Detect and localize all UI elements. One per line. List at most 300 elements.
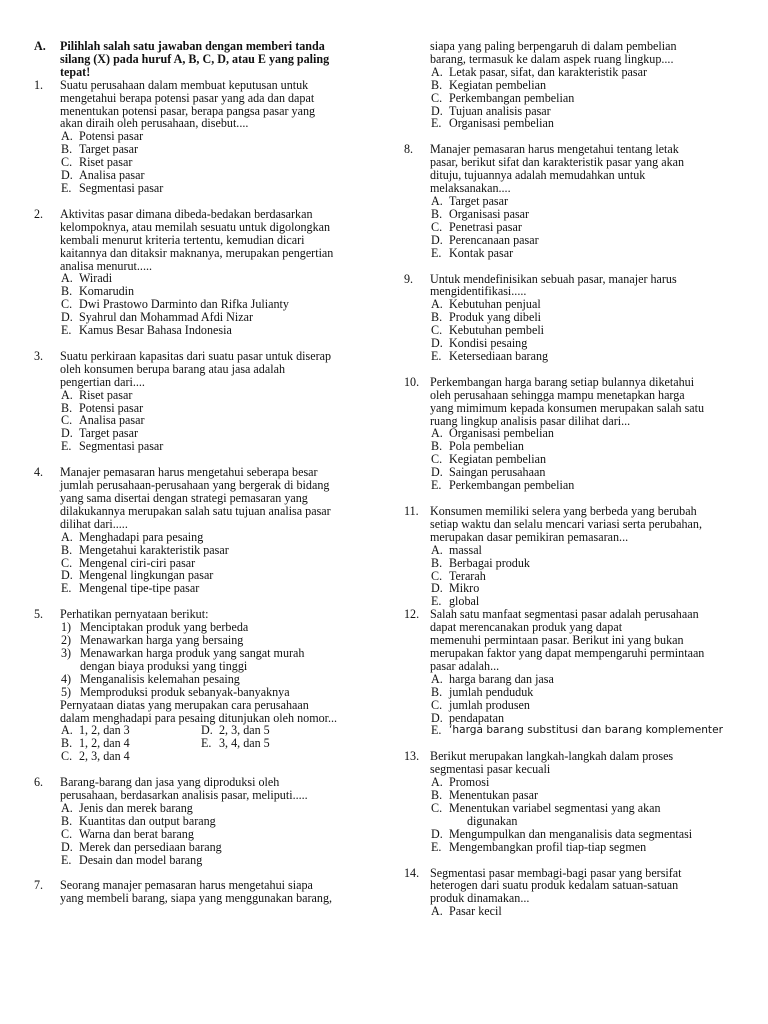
option-text: Kebutuhan penjual	[449, 297, 541, 312]
answer-option	[34, 802, 379, 815]
question-number: 5.	[34, 607, 44, 622]
question-number: 3.	[34, 348, 44, 363]
answer-option	[404, 337, 752, 350]
question-text: yang membeli barang, siapa yang menggunakan barang,	[60, 891, 333, 906]
question-4	[34, 466, 379, 595]
question-text: pasar, berikut sifat dan karakteristik pasar yang akan	[430, 155, 685, 170]
answer-option	[34, 544, 379, 557]
option-text: Mengumpulkan dan menganalisis data segmentasi	[449, 826, 693, 841]
right-column	[404, 40, 752, 918]
option-letter: E.	[201, 736, 212, 751]
question-text: analisa menurut.....	[60, 258, 153, 273]
question-text: pasar adalah...	[430, 658, 500, 673]
answer-option	[404, 828, 752, 841]
question-number: 14.	[404, 865, 420, 880]
question-number	[404, 389, 430, 402]
statement-item	[34, 686, 379, 699]
question-text: Segmentasi pasar membagi-bagi pasar yang bersifat	[430, 865, 682, 880]
question-number	[34, 363, 60, 376]
answer-option	[404, 479, 752, 492]
option-text: Penetrasi pasar	[449, 219, 522, 234]
answer-option	[404, 686, 752, 699]
option-text: Produk yang dibeli	[449, 310, 542, 325]
option-text: massal	[449, 542, 482, 557]
option-letter: A.	[61, 800, 73, 815]
answer-option	[404, 905, 752, 918]
question-number: 13.	[404, 749, 420, 764]
question-line	[404, 53, 752, 66]
question-text: Manajer pemasaran harus mengetahui tentang letak	[430, 142, 679, 157]
answer-option	[34, 440, 379, 453]
question-text: produk dinamakan...	[430, 891, 530, 906]
question-text: perusahaan, berdasarkan analisis pasar, meliputi.....	[60, 788, 308, 803]
option-letter: B.	[431, 439, 443, 454]
question-text: oleh perusahaan sehingga mampu menetapkan harga	[430, 387, 685, 402]
option-text: Tujuan analisis pasar	[449, 103, 551, 118]
option-text: Organisasi pembelian	[449, 116, 554, 131]
statement-text: Memproduksi produk sebanyak-banyaknya	[80, 684, 290, 699]
option-letter: C.	[431, 452, 443, 467]
question-11	[404, 505, 752, 608]
answer-option	[34, 841, 379, 854]
option-letter: E.	[431, 723, 442, 738]
question-line	[34, 789, 379, 802]
question-line	[34, 79, 379, 92]
answer-option	[404, 557, 752, 570]
option-text: 2, 3, dan 4	[79, 749, 130, 764]
answer-option	[404, 247, 752, 260]
option-letter: D.	[431, 336, 443, 351]
option-text: Riset pasar	[79, 387, 133, 402]
option-text: digunakan	[467, 813, 518, 828]
answer-option	[404, 234, 752, 247]
question-number	[404, 53, 430, 66]
question-line	[404, 389, 752, 402]
question-text: Salah satu manfaat segmentasi pasar adalah perusahaan	[430, 607, 699, 622]
question-number	[34, 234, 60, 247]
instruction-line	[34, 53, 379, 66]
option-letter: D.	[431, 465, 443, 480]
option-letter: A.	[431, 426, 443, 441]
option-letter: C.	[61, 826, 73, 841]
option-letter: B.	[61, 142, 73, 157]
question-number	[404, 402, 430, 415]
instruction-text: tepat!	[60, 64, 91, 79]
question-line	[404, 518, 752, 531]
question-text: merupakan faktor yang dapat mempengaruhi permintaan	[430, 645, 705, 660]
statement-number: 3)	[61, 645, 72, 660]
option-text: Warna dan berat barang	[79, 826, 194, 841]
question-number	[404, 531, 430, 544]
option-letter: B.	[431, 555, 443, 570]
answer-option	[404, 221, 752, 234]
answer-option	[404, 92, 752, 105]
question-number: 11.	[404, 504, 419, 518]
statement-item	[34, 647, 379, 660]
option-text: Mengembangkan profil tiap-tiap segmen	[449, 839, 647, 854]
question-number	[34, 892, 60, 905]
option-letter: B.	[431, 684, 443, 699]
question-text: yang mimimum kepada konsumen merupakan salah satu	[430, 400, 705, 415]
question-text: Manajer pemasaran harus mengetahui seberapa besar	[60, 465, 318, 480]
question-line	[404, 40, 752, 53]
option-text: Analisa pasar	[79, 168, 145, 183]
option-letter: C.	[431, 219, 443, 234]
question-number	[404, 169, 430, 182]
instruction-line	[34, 40, 379, 53]
question-line	[404, 402, 752, 415]
option-text: Pola pembelian	[449, 439, 524, 454]
question-text: Aktivitas pasar dimana dibeda-bedakan berdasarkan	[60, 206, 313, 221]
option-letter: C.	[431, 323, 443, 338]
option-text: Segmentasi pasar	[79, 180, 164, 195]
option-text: Desain dan model barang	[79, 852, 203, 867]
question-number	[34, 518, 60, 531]
spacer	[34, 337, 379, 350]
question-text: barang, termasuk ke dalam aspek ruang lingkup....	[430, 51, 674, 66]
question-number	[404, 621, 430, 634]
option-letter	[449, 815, 467, 828]
option-text: 2, 3, dan 5	[219, 723, 270, 738]
question-text: dilihat dari.....	[60, 516, 128, 531]
option-letter: B.	[61, 813, 73, 828]
option-text: global	[449, 594, 480, 609]
option-text: Riset pasar	[79, 155, 133, 170]
option-text: Komarudin	[79, 284, 135, 299]
statement-text: Menawarkan harga produk yang sangat murah	[80, 645, 305, 660]
option-letter: A.	[61, 723, 73, 738]
option-text: Saingan perusahaan	[449, 465, 546, 480]
spacer	[404, 854, 752, 867]
question-text: mengidentifikasi.....	[430, 284, 527, 299]
option-letter: D.	[61, 839, 73, 854]
option-text: Segmentasi pasar	[79, 439, 164, 454]
option-letter: A.	[431, 775, 443, 790]
question-number	[404, 285, 430, 298]
question-text: memenuhi permintaan pasar. Berikut ini yang bukan	[430, 633, 684, 648]
question-text: setiap waktu dan selalu mencari variasi serta perubahan,	[430, 516, 702, 531]
question-number	[34, 221, 60, 234]
option-letter: A.	[431, 64, 443, 79]
question-text: dituju, tujuannya adalah memudahkan untuk	[430, 168, 646, 183]
question-number	[34, 92, 60, 105]
question-text: Suatu perkiraan kapasitas dari suatu pasar untuk diserap	[60, 348, 332, 363]
question-line	[34, 247, 379, 260]
option-text: Promosi	[449, 775, 490, 790]
question-number	[404, 763, 430, 776]
statement-number: 4)	[61, 671, 72, 686]
option-text: pendapatan	[449, 710, 505, 725]
question-number: 6.	[34, 775, 44, 790]
answer-option	[34, 389, 379, 402]
option-letter: E.	[431, 478, 442, 493]
option-letter: C.	[431, 568, 443, 583]
option-letter: A.	[431, 193, 443, 208]
section-letter	[34, 53, 60, 66]
answer-option	[34, 828, 379, 841]
question-line	[34, 221, 379, 234]
option	[61, 750, 201, 763]
answer-option	[34, 182, 379, 195]
question-6	[34, 776, 379, 866]
question-text: pengertian dari....	[60, 374, 145, 389]
option-text: Menentukan variabel segmentasi yang akan	[449, 800, 661, 815]
statement-item	[34, 673, 379, 686]
question-number	[34, 789, 60, 802]
question-text: Seorang manajer pemasaran harus mengetahui siapa	[60, 878, 313, 893]
option-letter: A.	[61, 387, 73, 402]
question-line	[34, 892, 379, 905]
spacer	[404, 260, 752, 273]
option-letter: A.	[431, 542, 443, 557]
option-text: Kamus Besar Bahasa Indonesia	[79, 323, 232, 338]
question-number	[404, 182, 430, 195]
option-letter: C.	[61, 749, 73, 764]
question-line	[34, 363, 379, 376]
question-1	[34, 79, 379, 195]
statement-text: dengan biaya produksi yang tinggi	[80, 658, 248, 673]
question-10	[404, 376, 752, 492]
option-text: Kuantitas dan output barang	[79, 813, 216, 828]
question-number	[404, 660, 430, 673]
question-text: melaksanakan....	[430, 181, 511, 196]
question-number	[34, 105, 60, 118]
question-line	[34, 505, 379, 518]
instruction-text: silang (X) pada huruf A, B, C, D, atau E yang paling	[60, 51, 330, 66]
option-text: Ketersediaan barang	[449, 348, 549, 363]
option-text: jumlah penduduk	[449, 684, 534, 699]
option-letter: B.	[61, 284, 73, 299]
question-text: Konsumen memiliki selera yang berbeda yang berubah	[430, 504, 697, 518]
left-column	[34, 40, 379, 905]
option-text: Kebutuhan pembeli	[449, 323, 545, 338]
statement-text: Menawarkan harga yang bersaing	[80, 633, 244, 648]
option-letter: E.	[431, 594, 442, 609]
option-text: harga barang dan jasa	[449, 671, 554, 686]
answer-option	[404, 724, 752, 737]
option-text: Perkembangan pembelian	[449, 90, 575, 105]
option-text: Target pasar	[449, 193, 509, 208]
option-text: Perencanaan pasar	[449, 232, 539, 247]
question-line	[34, 92, 379, 105]
option-text: Syahrul dan Mohammad Afdi Nizar	[79, 310, 253, 325]
option-text: Terarah	[449, 568, 486, 583]
question-number	[404, 647, 430, 660]
option-text: Potensi pasar	[79, 129, 144, 144]
question-text: Berikut merupakan langkah-langkah dalam proses	[430, 749, 674, 764]
option-text: Wiradi	[79, 271, 113, 286]
answer-option	[34, 324, 379, 337]
option-letter: C.	[61, 297, 73, 312]
option-text: 3, 4, dan 5	[219, 736, 270, 751]
question-7	[34, 879, 379, 905]
question-text: yang sama disertai dengan strategi pemasaran yang	[60, 491, 308, 505]
question-text: kembali menurut kriteria tertentu, kemudian dicari	[60, 232, 305, 247]
instruction-line	[34, 66, 379, 79]
question-line	[404, 660, 752, 673]
question-text: oleh konsumen berupa barang atau jasa adalah	[60, 361, 285, 376]
option-letter: E.	[431, 348, 442, 363]
question-number: 7.	[34, 878, 44, 893]
option-text: jumlah produsen	[449, 697, 530, 712]
question-line	[404, 531, 752, 544]
question-text: mengetahui berapa potensi pasar yang ada dan dapat	[60, 90, 315, 105]
question-text: Perhatikan pernyataan berikut:	[60, 607, 209, 622]
option	[201, 737, 270, 750]
answer-option	[34, 815, 379, 828]
option-text: Letak pasar, sifat, dan karakteristik pasar	[449, 64, 647, 79]
question-number	[34, 247, 60, 260]
option-text: Pasar kecil	[449, 904, 502, 919]
option-text: Mengenal tipe-tipe pasar	[79, 581, 200, 596]
question-text: akan diraih oleh perusahaan, disebut....	[60, 116, 249, 131]
answer-option	[404, 789, 752, 802]
option-letter: B.	[61, 736, 73, 751]
answer-option	[404, 712, 752, 725]
option-letter: E.	[431, 245, 442, 260]
question-number	[34, 117, 60, 130]
question-text: Pernyataan diatas yang merupakan cara perusahaan	[60, 697, 309, 712]
question-number: 9.	[404, 271, 414, 286]
question-text: heterogen dari suatu produk kedalam satuan-satuan	[430, 878, 679, 893]
option-text: Mikro	[449, 581, 480, 596]
answer-option	[404, 815, 752, 828]
question-text: Barang-barang dan jasa yang diproduksi oleh	[60, 775, 280, 790]
question-8	[404, 143, 752, 259]
option-text: Target pasar	[79, 426, 139, 441]
statement-text: Menganalisis kelemahan pesaing	[80, 671, 240, 686]
question-text: Perkembangan harga barang setiap bulannya diketahui	[430, 374, 695, 389]
option-letter: A.	[61, 529, 73, 544]
option	[201, 750, 219, 763]
spacer	[404, 363, 752, 376]
answer-option	[404, 802, 752, 815]
statement-text: Menciptakan produk yang berbeda	[80, 620, 249, 635]
question-number: 2.	[34, 206, 44, 221]
statement-number: 1)	[61, 620, 72, 635]
answer-option	[404, 673, 752, 686]
option-text: ‘harga barang substitusi dan barang komplementer	[449, 724, 723, 737]
question-12	[404, 608, 752, 737]
answer-option	[34, 582, 379, 595]
answer-option	[404, 350, 752, 363]
question-number	[34, 479, 60, 492]
option-text: Merek dan persediaan barang	[79, 839, 222, 854]
option-text: Organisasi pasar	[449, 206, 530, 221]
question-text: kelompoknya, atau memilah sesuatu untuk digolongkan	[60, 219, 331, 234]
question-9	[404, 273, 752, 363]
option-letter: C.	[61, 555, 73, 570]
question-number	[34, 376, 60, 389]
question-number	[34, 260, 60, 273]
question-2	[34, 208, 379, 337]
question-line	[404, 376, 752, 389]
instruction-text: Pilihlah salah satu jawaban dengan memberi tanda	[60, 39, 325, 53]
option-text: Menghadapi para pesaing	[79, 529, 204, 544]
question-text: Suatu perusahaan dalam membuat keputusan untuk	[60, 77, 309, 92]
option-text: Kontak pasar	[449, 245, 514, 260]
question-line	[404, 647, 752, 660]
question-text: menentukan potensi pasar, berapa pangsa pasar yang	[60, 103, 316, 118]
answer-option	[404, 699, 752, 712]
question-text: jumlah perusahaan-perusahaan yang bergerak di bidang	[60, 478, 330, 493]
option-text: Berbagai produk	[449, 555, 530, 570]
option-letter: A.	[431, 297, 443, 312]
answer-option	[404, 208, 752, 221]
question-number: 12.	[404, 607, 420, 622]
question-line	[34, 376, 379, 389]
question-number	[34, 492, 60, 505]
option-text: Perkembangan pembelian	[449, 478, 575, 493]
option-letter: C.	[431, 697, 443, 712]
option-text: Organisasi pembelian	[449, 426, 554, 441]
question-number	[404, 156, 430, 169]
question-14	[404, 867, 752, 919]
option-letter: E.	[431, 839, 442, 854]
statement-item	[34, 660, 379, 673]
question-number	[404, 892, 430, 905]
question-continued	[404, 40, 752, 130]
section-letter	[34, 66, 60, 79]
option-letter: C.	[61, 413, 73, 428]
option-letter: B.	[431, 77, 443, 92]
option-letter: D.	[61, 168, 73, 183]
option-text: Jenis dan merek barang	[79, 800, 193, 815]
question-text: kaitannya dan ditaksir maknanya, merupakan pengertian	[60, 245, 334, 260]
option-letter: A.	[431, 904, 443, 919]
statement-number: 2)	[61, 633, 72, 648]
option-letter: E.	[431, 116, 442, 131]
question-number	[404, 415, 430, 428]
question-text: siapa yang paling berpengaruh di dalam pembelian	[430, 39, 677, 53]
option-text: Mengenal ciri-ciri pasar	[79, 555, 196, 570]
option-letter: A.	[61, 129, 73, 144]
option-letter: D.	[431, 232, 443, 247]
question-line	[34, 234, 379, 247]
option-letter	[201, 750, 219, 763]
option-letter: E.	[61, 581, 72, 596]
option-letter: D.	[201, 723, 213, 738]
question-number	[404, 518, 430, 531]
option-text: 1, 2, dan 4	[79, 736, 130, 751]
option-text: Mengetahui karakteristik pasar	[79, 542, 229, 557]
option-letter: B.	[431, 788, 443, 803]
question-text: dalam menghadapi para pesaing ditunjukan oleh nomor...	[60, 710, 338, 725]
question-number	[404, 879, 430, 892]
question-number: 8.	[404, 142, 414, 157]
question-number: 10.	[404, 374, 420, 389]
option-text: Menentukan pasar	[449, 788, 538, 803]
section-letter: A.	[34, 39, 46, 53]
question-line	[34, 208, 379, 221]
option-letter: B.	[61, 542, 73, 557]
question-number	[34, 505, 60, 518]
spacer	[34, 195, 379, 208]
answer-option	[404, 841, 752, 854]
option-letter: B.	[61, 400, 73, 415]
option-text: Target pasar	[79, 142, 139, 157]
option-letter: D.	[431, 103, 443, 118]
option-letter: E.	[61, 180, 72, 195]
answer-option	[404, 544, 752, 557]
question-3	[34, 350, 379, 453]
question-text: merupakan dasar pemikiran pemasaran...	[430, 529, 629, 544]
option-letter: D.	[61, 568, 73, 583]
question-text: Untuk mendefinisikan sebuah pasar, manajer harus	[430, 271, 677, 286]
option-text: 1, 2, dan 3	[79, 723, 130, 738]
question-text: ruang lingkup analisis pasar dilihat dari...	[430, 413, 631, 428]
answer-option	[404, 66, 752, 79]
